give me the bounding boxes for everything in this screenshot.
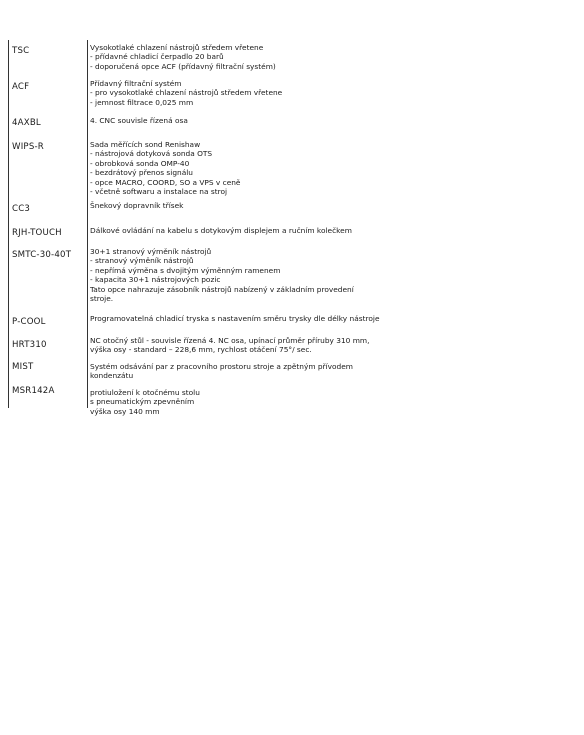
option-code: MIST: [8, 358, 87, 382]
description-line: - nástrojová dotyková sonda OTS: [90, 149, 213, 159]
description-line: Sada měřících sond Renishaw: [90, 140, 201, 149]
description-line: Tato opce nahrazuje zásobník nástrojů nabízený v základním provedení: [90, 284, 354, 294]
description-line: - včetně softwaru a instalace na stroj: [90, 187, 228, 197]
option-row-cc3: [8, 196, 568, 220]
description-line: protiuložení k otočnému stolu: [90, 388, 200, 397]
description-line: NC otočný stůl - souvisle řízená 4. NC osa, upínací průměr příruby 310 mm,: [90, 336, 370, 345]
option-description: [87, 244, 568, 310]
option-row-rjh-touch: [8, 220, 568, 244]
option-description: [87, 72, 568, 108]
description-line: - nepřímá výměna s dvojitým výměnným ramenem: [90, 265, 281, 275]
description-line: - přídavné chladicí čerpadlo 20 barů: [90, 52, 224, 62]
option-description: [87, 108, 568, 134]
option-description: [87, 220, 568, 244]
option-row-wips-r: [8, 134, 568, 196]
description-line: výška osy 140 mm: [90, 406, 160, 416]
description-line: Programovatelná chladicí tryska s nastavením směru trysky dle délky nástroje: [90, 314, 380, 323]
option-description: [87, 196, 568, 220]
option-row-msr142a: [8, 382, 568, 416]
options-table: [8, 40, 568, 416]
option-description: [87, 382, 568, 416]
description-line: - bezdrátový přenos signálu: [90, 168, 193, 178]
option-code: TSC: [8, 40, 87, 72]
description-line: výška osy - standard – 228,6 mm, rychlost otáčení 75°/ sec.: [90, 345, 312, 355]
description-line: - doporučená opce ACF (přídavný filtrační systém): [90, 61, 276, 71]
option-description: [87, 134, 568, 196]
description-line: - pro vysokotlaké chlazení nástrojů středem vřetene: [90, 88, 283, 98]
option-code: MSR142A: [8, 382, 87, 408]
option-row-tsc: [8, 40, 568, 72]
description-line: 4. CNC souvisle řízená osa: [90, 116, 188, 125]
option-row-smtc-30-40t: [8, 244, 568, 310]
option-description: [87, 358, 568, 382]
description-line: - kapacita 30+1 nástrojových pozic: [90, 275, 221, 285]
description-line: Systém odsávání par z pracovního prostoru stroje a zpětným přívodem: [90, 362, 353, 371]
option-code: CC3: [8, 196, 87, 220]
option-code: P-COOL: [8, 310, 87, 332]
description-line: Vysokotlaké chlazení nástrojů středem vřetene: [90, 43, 264, 52]
option-row-4axbl: [8, 108, 568, 134]
option-code: RJH-TOUCH: [8, 220, 87, 244]
option-code: SMTC-30-40T: [8, 244, 87, 310]
option-row-acf: [8, 72, 568, 108]
description-line: - jemnost filtrace 0,025 mm: [90, 97, 194, 107]
description-line: - stranový výměník nástrojů: [90, 256, 194, 266]
description-line: Přídavný filtrační systém: [90, 79, 182, 88]
option-description: [87, 310, 568, 332]
option-description: [87, 40, 568, 72]
description-line: 30+1 stranový výměník nástrojů: [90, 247, 212, 256]
option-row-p-cool: [8, 310, 568, 332]
option-row-hrt310: [8, 332, 568, 358]
description-line: Dálkové ovládání na kabelu s dotykovým displejem a ručním kolečkem: [90, 226, 352, 235]
option-row-mist: [8, 358, 568, 382]
option-code: ACF: [8, 72, 87, 108]
description-line: kondenzátu: [90, 371, 134, 381]
description-line: Šnekový dopravník třísek: [90, 201, 184, 210]
description-line: - opce MACRO, COORD, SO a VPS v ceně: [90, 177, 241, 187]
description-line: stroje.: [90, 294, 114, 304]
option-description: [87, 332, 568, 358]
option-code: WIPS-R: [8, 134, 87, 196]
option-code: 4AXBL: [8, 108, 87, 134]
description-line: - obrobková sonda OMP-40: [90, 158, 190, 168]
option-code: HRT310: [8, 332, 87, 358]
description-line: s pneumatickým zpevněním: [90, 397, 195, 407]
